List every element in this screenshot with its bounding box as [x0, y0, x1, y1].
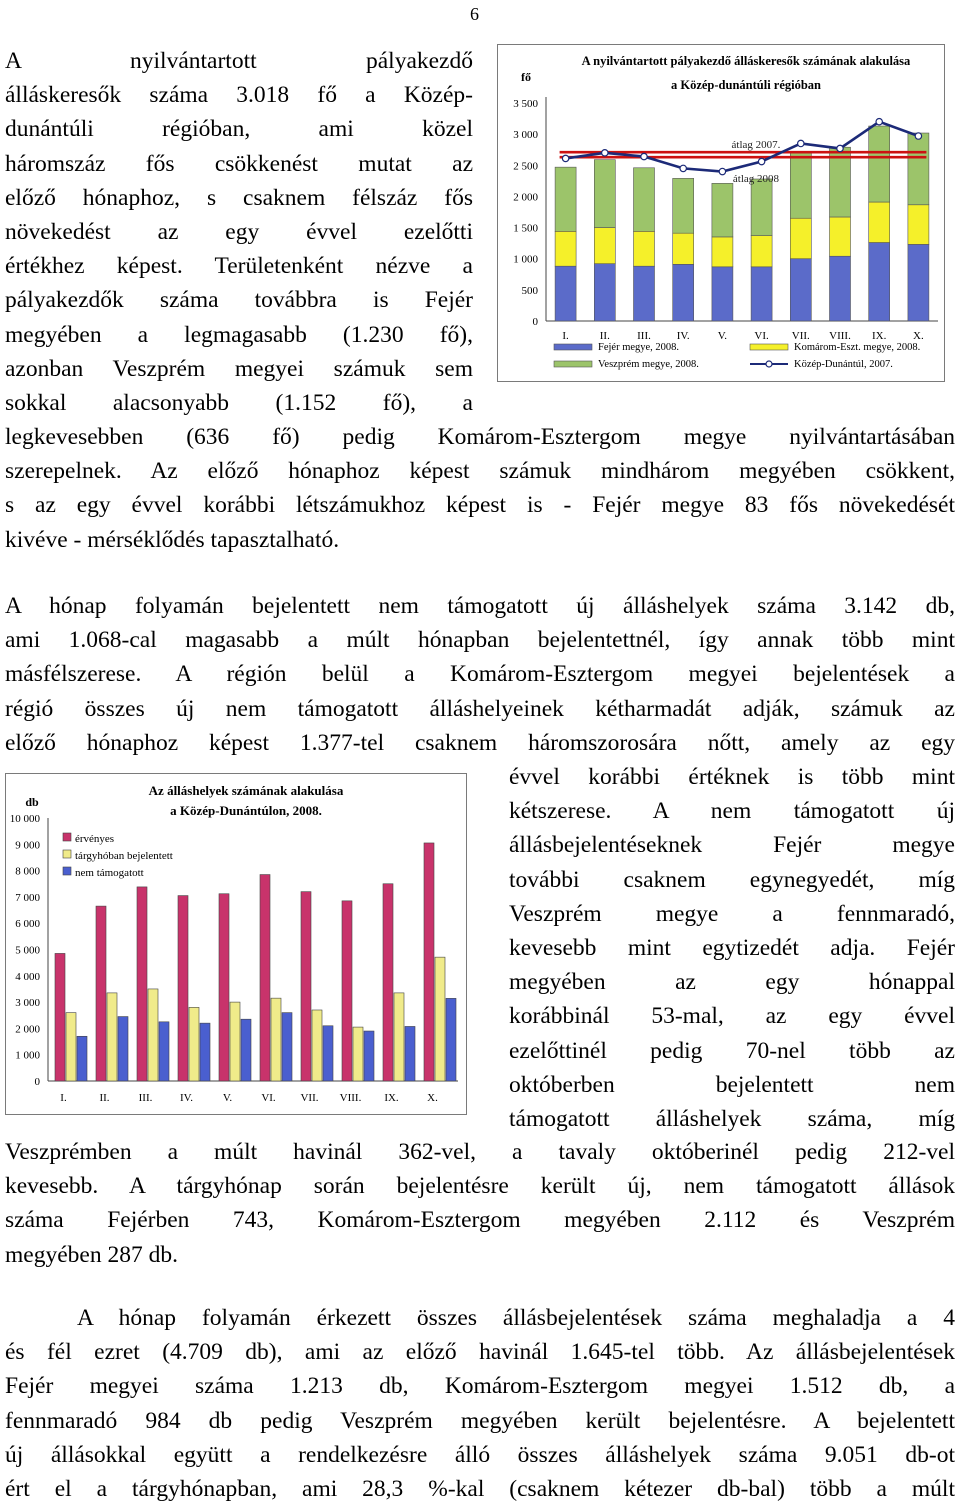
- legend-swatch: [63, 833, 71, 841]
- y-tick-label: 3 500: [513, 98, 538, 110]
- text-line: s az egy évvel korábbi létszámukhoz képest is - Fejér megye 83 fős növekedését: [5, 492, 955, 519]
- jobseekers-chart: [497, 44, 945, 382]
- x-tick-label: IV.: [180, 1092, 193, 1104]
- y-tick-label: 9 000: [15, 839, 40, 852]
- page-number: 6: [470, 4, 479, 24]
- bar: [137, 887, 147, 1081]
- bar: [107, 993, 117, 1081]
- bar: [148, 989, 158, 1081]
- bar: [219, 894, 229, 1081]
- text-line: ért el a tárgyhónapban, ami 28,3 %-kal (csaknem kétezer db-bal) több a múlt: [5, 1476, 955, 1503]
- bar-segment: [555, 266, 576, 321]
- bar: [312, 1010, 322, 1081]
- text-line: állásbejelentéseknek Fejér megye: [509, 832, 955, 859]
- bar-segment: [869, 202, 890, 242]
- y-tick-label: 0: [532, 316, 538, 328]
- text-line: új állásokkal együtt a rendelkezésre álló összes álláshelyek száma 9.051 db-ot: [5, 1441, 955, 1468]
- text-line: kevesebb mint egytizedét adja. Fejér: [509, 935, 955, 962]
- reference-line-label: átlag 2008: [732, 173, 780, 186]
- bar-segment: [594, 264, 615, 321]
- text-line: dunántúli régióban, ami közel: [5, 116, 473, 143]
- y-tick-label: 1 500: [513, 222, 538, 235]
- paragraph-1-wrapped: [5, 44, 473, 420]
- x-tick-label: VI.: [754, 330, 769, 342]
- bar: [118, 1017, 128, 1081]
- bar-segment: [712, 183, 733, 237]
- vacancies-chart-svg: [6, 774, 466, 1114]
- text-line: kevesebb. A tárgyhónap során bejelentésre került új, nem támogatott állások: [5, 1173, 955, 1200]
- line-point: [641, 153, 647, 159]
- line-point: [876, 118, 882, 124]
- text-line: évvel korábbi értéknek is több mint: [509, 764, 955, 790]
- bar-segment: [634, 231, 655, 266]
- bar-segment: [869, 126, 890, 202]
- legend-label: Komárom-Eszt. megye, 2008.: [794, 342, 921, 353]
- bar: [353, 1027, 363, 1081]
- line-point: [758, 158, 764, 164]
- legend-label: érvényes: [75, 833, 115, 845]
- bar: [230, 1002, 240, 1081]
- bar-segment: [751, 179, 772, 236]
- text-line: növekedést az egy évvel ezelőtti: [5, 219, 473, 246]
- text-line: előző hónaphoz, s csaknem félszáz fős: [5, 184, 473, 211]
- text-line: előző hónaphoz képest 1.377-tel csaknem háromszorosára nőtt, amely az egy: [5, 729, 955, 756]
- paragraph-3: [5, 1301, 955, 1506]
- x-tick-label: VII.: [300, 1092, 319, 1104]
- y-tick-label: 2 000: [513, 191, 538, 204]
- bar: [394, 993, 404, 1081]
- chart-title: a Közép-Dunántúlon, 2008.: [170, 803, 322, 818]
- bar: [55, 953, 65, 1081]
- text-line: kivéve - mérséklődés tapasztalható.: [5, 526, 340, 553]
- text-line: fennmaradó 984 db pedig Veszprém megyében került bejelentésre. A bejelentett: [5, 1407, 955, 1434]
- y-tick-label: 7 000: [15, 891, 40, 904]
- text-line: A hónap folyamán bejelentett nem támogatott új álláshelyek száma 3.142 db,: [5, 593, 955, 619]
- bar-segment: [908, 133, 929, 205]
- text-line: megyében a legmagasabb (1.230 fő),: [5, 321, 473, 348]
- x-tick-label: IV.: [676, 330, 690, 342]
- text-line: sokkal alacsonyabb (1.152 fő), a: [5, 390, 473, 417]
- y-tick-label: 5 000: [15, 944, 40, 957]
- x-tick-label: V.: [717, 330, 728, 342]
- text-line: A hónap folyamán érkezett összes állásbejelentések száma meghaladja a 4: [77, 1305, 955, 1331]
- text-line: Veszprémben a múlt havinál 362-vel, a tavaly októberinél pedig 212-vel: [5, 1139, 955, 1165]
- bar-segment: [790, 153, 811, 218]
- text-line: ezelőttinél pedig 70-nel több az: [509, 1037, 955, 1064]
- bar-segment: [673, 178, 694, 233]
- bar-segment: [830, 256, 851, 321]
- bar-segment: [594, 228, 615, 264]
- bar: [260, 875, 270, 1081]
- legend-swatch: [63, 850, 71, 858]
- bar: [364, 1031, 374, 1081]
- reference-line-label: átlag 2007.: [731, 139, 781, 152]
- x-tick-label: X.: [427, 1092, 438, 1104]
- bar: [77, 1036, 87, 1081]
- line-point: [915, 133, 921, 139]
- bar-segment: [555, 167, 576, 231]
- text-line: legkevesebben (636 fő) pedig Komárom-Esztergom megye nyilvántartásában: [5, 424, 955, 450]
- x-tick-label: III.: [138, 1092, 153, 1104]
- bar: [301, 892, 311, 1081]
- text-line: kétszerese. A nem támogatott új: [509, 798, 955, 825]
- paragraph-2-after: [5, 1135, 955, 1272]
- y-tick-label: 8 000: [15, 865, 40, 878]
- bar: [282, 1013, 292, 1081]
- bar-segment: [594, 160, 615, 228]
- text-line: háromszáz fős csökkenést mutat az: [5, 150, 473, 177]
- chart-title: a Közép-dunántúli régióban: [670, 78, 822, 92]
- paragraph-2-full: [5, 589, 955, 760]
- bar-segment: [634, 168, 655, 232]
- text-line: támogatott álláshelyek száma, míg: [509, 1106, 955, 1133]
- text-line: szerepelnek. Az előző hónaphoz képest számuk mindhárom megyében csökkent,: [5, 458, 955, 485]
- line-point: [719, 168, 725, 174]
- paragraph-1-full: [5, 420, 955, 557]
- vacancies-chart: [5, 773, 467, 1115]
- legend-marker: [766, 361, 772, 367]
- text-line: Fejér megyei száma 1.213 db, Komárom-Esztergom megyei 1.512 db, a: [5, 1373, 955, 1400]
- bar: [435, 957, 445, 1081]
- bar: [383, 884, 393, 1081]
- legend-swatch: [554, 361, 592, 367]
- chart-title: A nyilvántartott pályakezdő álláskeresők számának alakulása: [581, 54, 911, 68]
- x-tick-label: II.: [99, 1092, 110, 1104]
- legend-swatch: [750, 344, 788, 350]
- bar-segment: [908, 244, 929, 321]
- y-axis-label: fő: [521, 70, 531, 84]
- y-tick-label: 1 000: [513, 253, 538, 266]
- bar: [241, 1019, 251, 1081]
- y-tick-label: 500: [521, 284, 538, 297]
- text-line: álláskeresők száma 3.018 fő a Közép-: [5, 82, 473, 109]
- bar: [424, 843, 434, 1081]
- bar: [323, 1026, 333, 1081]
- x-tick-label: X.: [913, 330, 924, 342]
- line-point: [798, 140, 804, 146]
- legend-label: tárgyhóban bejelentett: [75, 850, 173, 862]
- text-line: másfélszerese. A régión belül a Komárom-Esztergom megyei bejelentések a: [5, 661, 955, 688]
- y-tick-label: 2 500: [513, 160, 538, 173]
- bar-segment: [830, 217, 851, 256]
- bar: [271, 998, 281, 1081]
- bar-segment: [712, 267, 733, 321]
- bar: [178, 896, 188, 1081]
- x-tick-label: VII.: [791, 330, 810, 342]
- text-line: és fél ezret (4.709 db), ami az előző havinál 1.645-tel több. Az állásbejelentések: [5, 1339, 955, 1366]
- x-tick-label: VI.: [261, 1092, 276, 1104]
- bar: [159, 1022, 169, 1081]
- text-line: megyében 287 db.: [5, 1241, 178, 1268]
- x-tick-label: VIII.: [829, 330, 851, 342]
- y-tick-label: 3 000: [15, 997, 40, 1010]
- bar: [66, 1013, 76, 1081]
- bar: [200, 1023, 210, 1081]
- bar-segment: [634, 266, 655, 321]
- text-line: értékhez képest. Területenként nézve a: [5, 253, 473, 280]
- x-tick-label: I.: [562, 330, 569, 342]
- legend-label: Közép-Dunántúl, 2007.: [794, 359, 893, 370]
- bar: [405, 1026, 415, 1081]
- bar-segment: [751, 236, 772, 267]
- bar: [342, 901, 352, 1081]
- x-tick-label: IX.: [872, 330, 887, 342]
- bar-segment: [869, 243, 890, 321]
- text-line: régió összes új nem támogatott álláshelyeinek kétharmadát adják, számuk az: [5, 695, 955, 722]
- x-tick-label: V.: [222, 1092, 233, 1104]
- x-tick-label: II.: [599, 330, 610, 342]
- text-line: A nyilvántartott pályakezdő: [5, 48, 473, 74]
- x-tick-label: III.: [637, 330, 651, 342]
- line-point: [562, 155, 568, 161]
- chart-title: Az álláshelyek számának alakulása: [148, 783, 344, 798]
- y-tick-label: 4 000: [15, 970, 40, 983]
- y-tick-label: 3 000: [513, 129, 538, 142]
- legend-swatch: [554, 344, 592, 350]
- bar-segment: [673, 233, 694, 264]
- text-line: Veszprém megye a fennmaradó,: [509, 900, 955, 927]
- x-tick-label: VIII.: [339, 1092, 362, 1104]
- text-line: további csaknem egynegyedét, míg: [509, 866, 955, 893]
- paragraph-2-wrapped: [509, 760, 955, 1136]
- y-tick-label: 10 000: [9, 813, 40, 825]
- bar-segment: [908, 205, 929, 245]
- line-point: [602, 150, 608, 156]
- jobseekers-chart-svg: [498, 45, 944, 381]
- y-tick-label: 2 000: [15, 1023, 40, 1036]
- y-axis-label: db: [25, 795, 39, 809]
- bar-segment: [712, 237, 733, 267]
- y-tick-label: 1 000: [15, 1049, 40, 1062]
- text-line: ami 1.068-cal magasabb a múlt hónapban bejelentettnél, így annak több mint: [5, 627, 955, 654]
- bar-segment: [790, 218, 811, 258]
- y-tick-label: 6 000: [15, 918, 40, 931]
- text-line: korábbinál 53-mal, az egy évvel: [509, 1003, 955, 1030]
- bar-segment: [790, 259, 811, 321]
- legend-label: Fejér megye, 2008.: [598, 342, 680, 353]
- bar: [446, 998, 456, 1081]
- bar: [189, 1007, 199, 1081]
- bar-segment: [555, 231, 576, 266]
- bar-segment: [751, 267, 772, 321]
- text-line: októberben bejelentett nem: [509, 1071, 955, 1098]
- legend-label: Veszprém megye, 2008.: [598, 359, 699, 370]
- legend-swatch: [63, 867, 71, 875]
- text-line: megyében az egy hónappal: [509, 969, 955, 996]
- y-tick-label: 0: [34, 1076, 40, 1088]
- bar: [96, 906, 106, 1081]
- legend-label: nem támogatott: [75, 867, 144, 879]
- x-tick-label: IX.: [384, 1092, 399, 1104]
- text-line: pályakezdők száma továbbra is Fejér: [5, 287, 473, 314]
- line-point: [680, 165, 686, 171]
- x-tick-label: I.: [60, 1092, 67, 1104]
- bar-segment: [673, 264, 694, 321]
- line-point: [837, 145, 843, 151]
- text-line: azonban Veszprém megyei számuk sem: [5, 355, 473, 382]
- text-line: száma Fejérben 743, Komárom-Esztergom megyében 2.112 és Veszprém: [5, 1207, 955, 1234]
